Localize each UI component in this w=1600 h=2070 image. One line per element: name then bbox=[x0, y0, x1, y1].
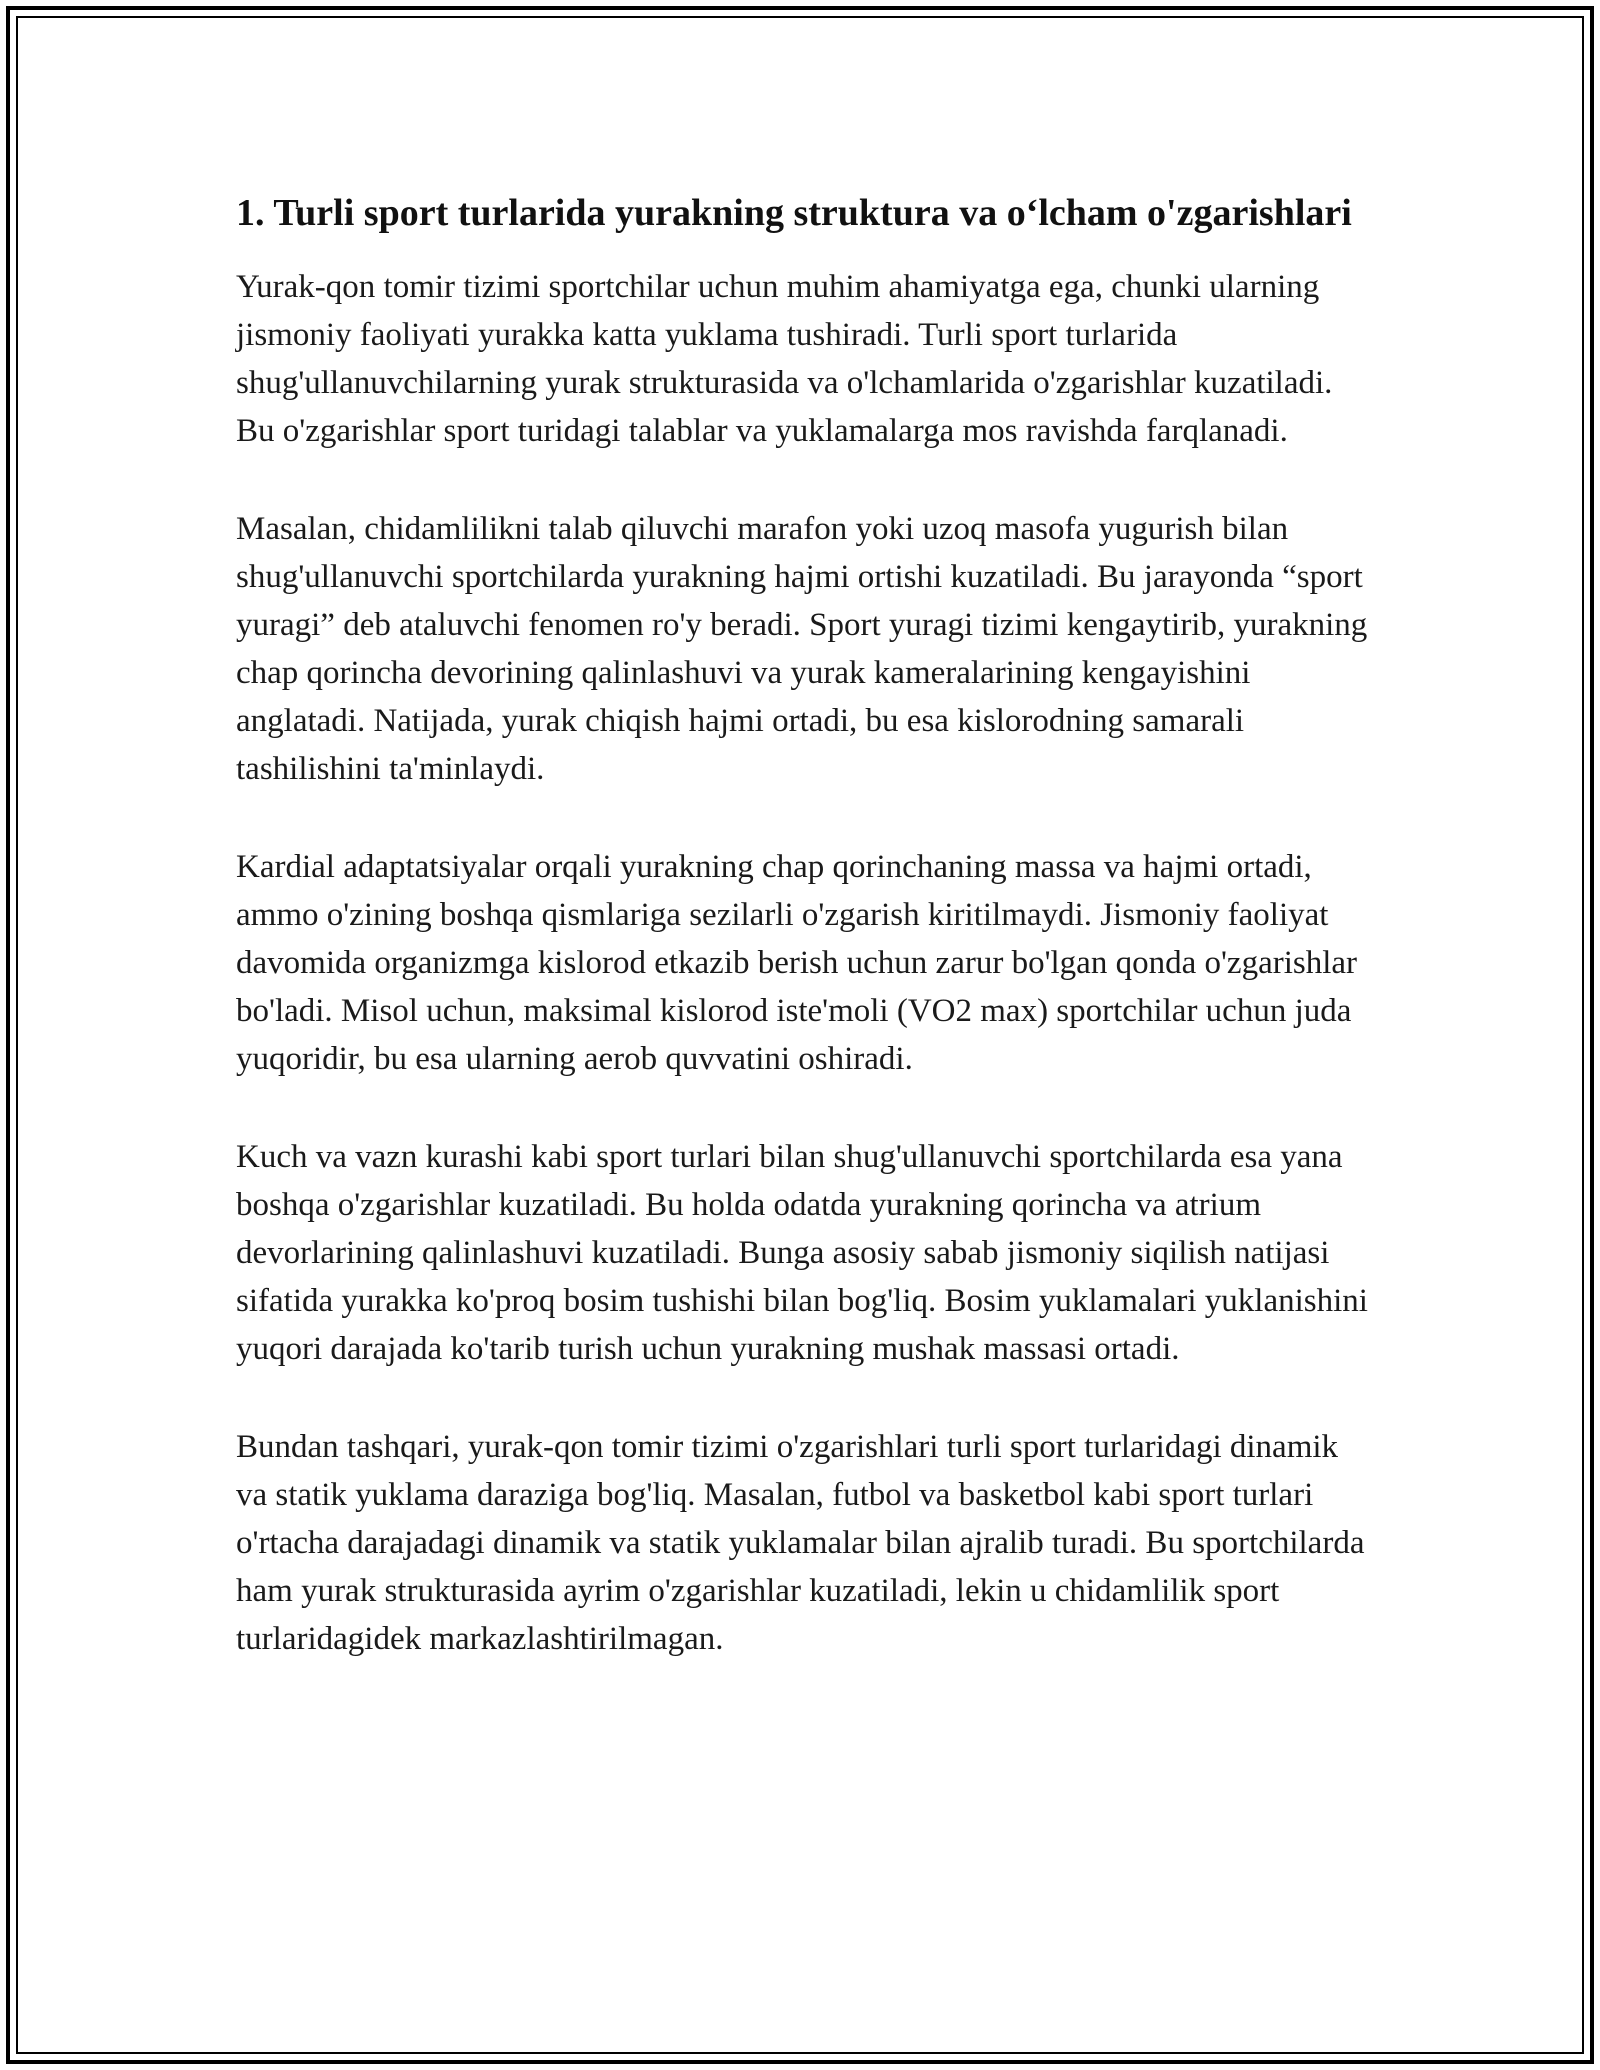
section-heading: 1. Turli sport turlarida yurakning struktura va o‘lcham o'zgarishlari bbox=[236, 192, 1352, 234]
document-body bbox=[236, 186, 1376, 1713]
paragraph-2: Masalan, chidamlilikni talab qiluvchi marafon yoki uzoq masofa yugurish bilan shug'ullanuvchi sportchilarda yurakning hajmi ortishi kuzatiladi. Bu jarayonda “sport yuragi” deb ataluvchi fenomen ro'y beradi. Sport yuragi tizimi kengaytirib, yurakning chap qorincha devorining qalinlashuvi va yurak kameralarining kengayishini anglatadi. Natijada, yurak chiqish hajmi ortadi, bu esa kislorodning samarali tashilishini ta'minlaydi. bbox=[236, 511, 1368, 787]
paragraph-1: Yurak-qon tomir tizimi sportchilar uchun muhim ahamiyatga ega, chunki ularning jismoniy faoliyati yurakka katta yuklama tushiradi. Turli sport turlarida shug'ullanuvchilarning yurak strukturasida va o'lchamlarida o'zgarishlar kuzatiladi. Bu o'zgarishlar sport turidagi talablar va yuklamalarga mos ravishda farqlanadi. bbox=[236, 269, 1333, 449]
paragraph-3: Kardial adaptatsiyalar orqali yurakning chap qorinchaning massa va hajmi ortadi, ammo o'zining boshqa qismlariga sezilarli o'zgarish kiritilmaydi. Jismoniy faoliyat davomida organizmga kislorod etkazib berish uchun zarur bo'lgan qonda o'zgarishlar bo'ladi. Misol uchun, maksimal kislorod iste'moli (VO2 max) sportchilar uchun juda yuqoridir, bu esa ularning aerob quvvatini oshiradi. bbox=[236, 849, 1358, 1077]
paragraph-4: Kuch va vazn kurashi kabi sport turlari bilan shug'ullanuvchi sportchilarda esa yana boshqa o'zgarishlar kuzatiladi. Bu holda odatda yurakning qorincha va atrium devorlarining qalinlashuvi kuzatiladi. Bunga asosiy sabab jismoniy siqilish natijasi sifatida yurakka ko'proq bosim tushishi bilan bog'liq. Bosim yuklamalari yuklanishini yuqori darajada ko'tarib turish uchun yurakning mushak massasi ortadi. bbox=[236, 1139, 1368, 1367]
paragraph-5: Bundan tashqari, yurak-qon tomir tizimi o'zgarishlari turli sport turlaridagi dinamik va statik yuklama daraziga bog'liq. Masalan, futbol va basketbol kabi sport turlari o'rtacha darajadagi dinamik va statik yuklamalar bilan ajralib turadi. Bu sportchilarda ham yurak strukturasida ayrim o'zgarishlar kuzatiladi, lekin u chidamlilik sport turlaridagidek markazlashtirilmagan. bbox=[236, 1429, 1365, 1657]
